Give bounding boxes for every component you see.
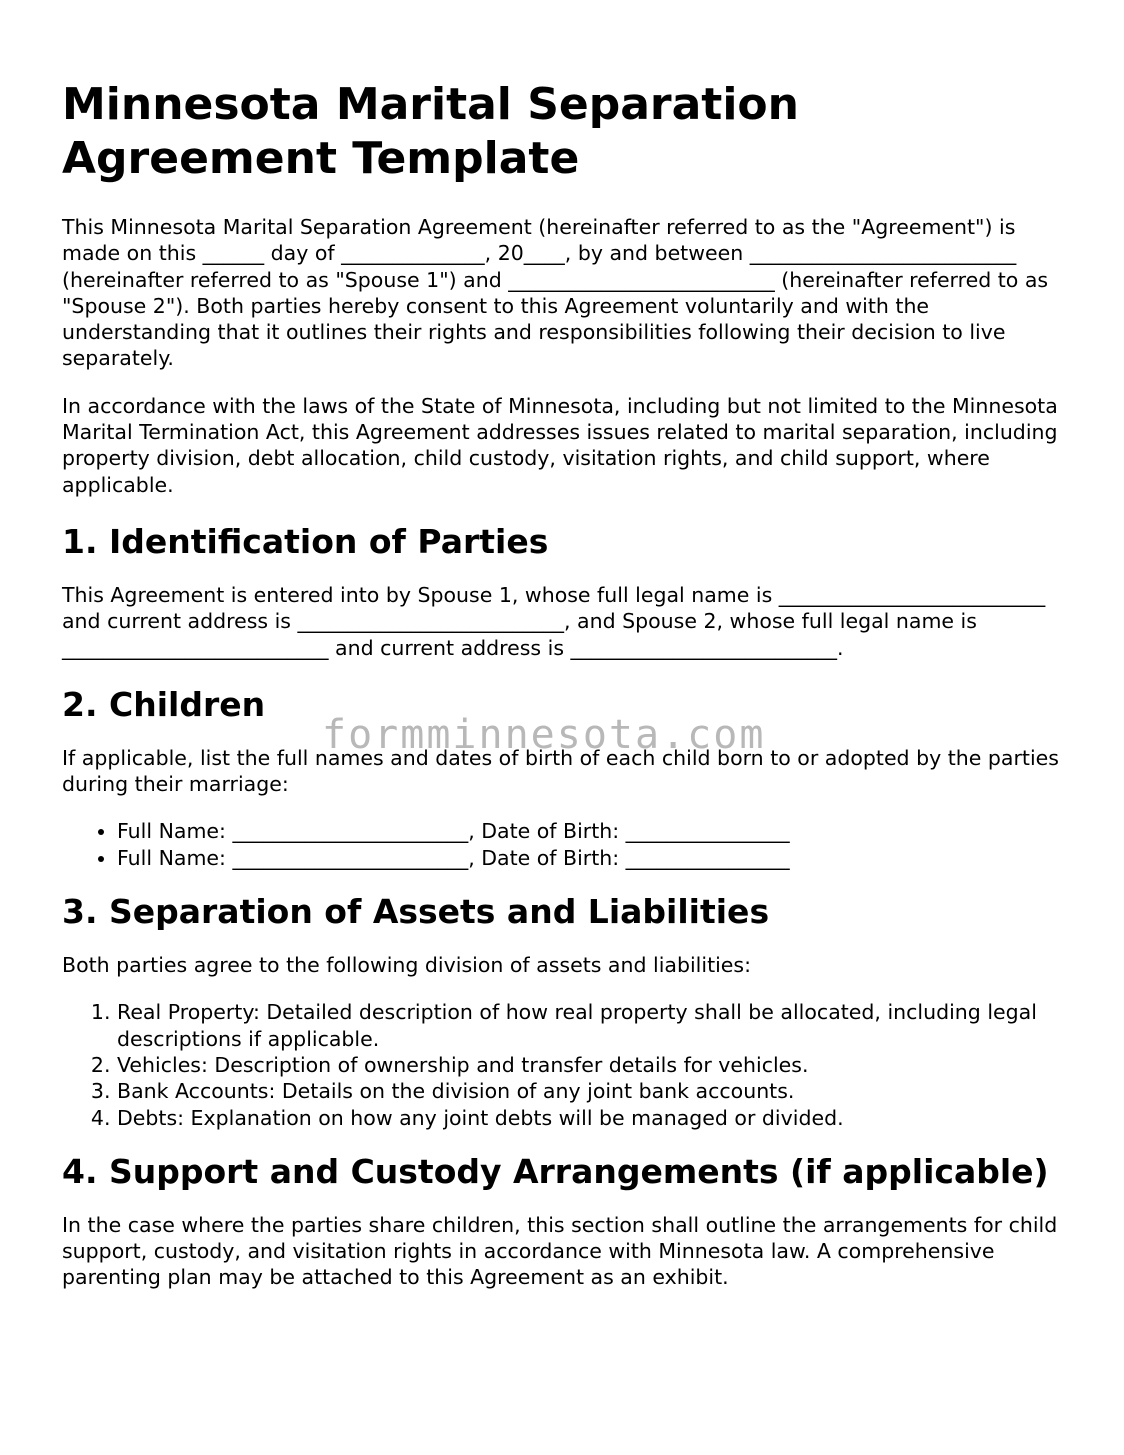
assets-list [62, 999, 1062, 1130]
children-list [62, 818, 1062, 871]
list-item: 3. Bank Accounts: Details on the division of any joint bank accounts. [117, 1078, 1062, 1104]
section-support-custody [62, 1152, 1062, 1291]
legal-basis-paragraph: In accordance with the laws of the State of Minnesota, including but not limited to the Minnesota Marital Termination Act, this Agreement addresses issues related to marital separation, including property division, debt allocation, child custody, visitation rights, and child support, where applicable. [62, 393, 1058, 497]
watermark: formminnesota.com [322, 712, 766, 758]
section-text: Both parties agree to the following division of assets and liabilities: [62, 953, 752, 978]
list-item: • Full Name: _______________________, Date of Birth: ________________ [117, 818, 1062, 844]
section-heading: 1. Identification of Parties [62, 521, 549, 561]
section-heading: 4. Support and Custody Arrangements (if applicable) [62, 1151, 1049, 1191]
section-text: If applicable, list the full names and dates of birth of each child born to or adopted by the parties during their marriage: [62, 745, 1059, 797]
list-item: 4. Debts: Explanation on how any joint debts will be managed or divided. [117, 1105, 1062, 1131]
section-text: In the case where the parties share children, this section shall outline the arrangements for child support, custody, and visitation rights in accordance with Minnesota law. A comprehensive parenting plan may be attached to this Agreement as an exhibit. [62, 1212, 1058, 1290]
list-item: 1. Real Property: Detailed description of how real property shall be allocated, including legal descriptions if applicable. [117, 999, 1062, 1052]
intro-paragraph: This Minnesota Marital Separation Agreement (hereinafter referred to as the "Agreement") is made on this ______ day of ______________, 20____, by and between __________________________ (hereinafter referred to as "Spouse 1") and __________________________ (hereinafter referred to as "Spouse 2"). Both parties hereby consent to this Agreement voluntarily and with the understanding that it outlines their rights and responsibilities following their decision to live separately. [62, 215, 1049, 371]
section-assets-liabilities [62, 892, 1062, 1131]
section-heading: 2. Children [62, 684, 266, 724]
section-text: This Agreement is entered into by Spouse 1, whose full legal name is __________________________ and current address is __________________________, and Spouse 2, whose full legal name is __________________________ and current address is __________________________. [62, 582, 1046, 660]
list-item: • Full Name: _______________________, Date of Birth: ________________ [117, 845, 1062, 871]
list-item: 2. Vehicles: Description of ownership and transfer details for vehicles. [117, 1052, 1062, 1078]
section-identification-of-parties [62, 522, 1062, 661]
document-title: Minnesota Marital Separation Agreement Template [62, 79, 799, 184]
document [62, 78, 1062, 1312]
section-heading: 3. Separation of Assets and Liabilities [62, 892, 770, 932]
